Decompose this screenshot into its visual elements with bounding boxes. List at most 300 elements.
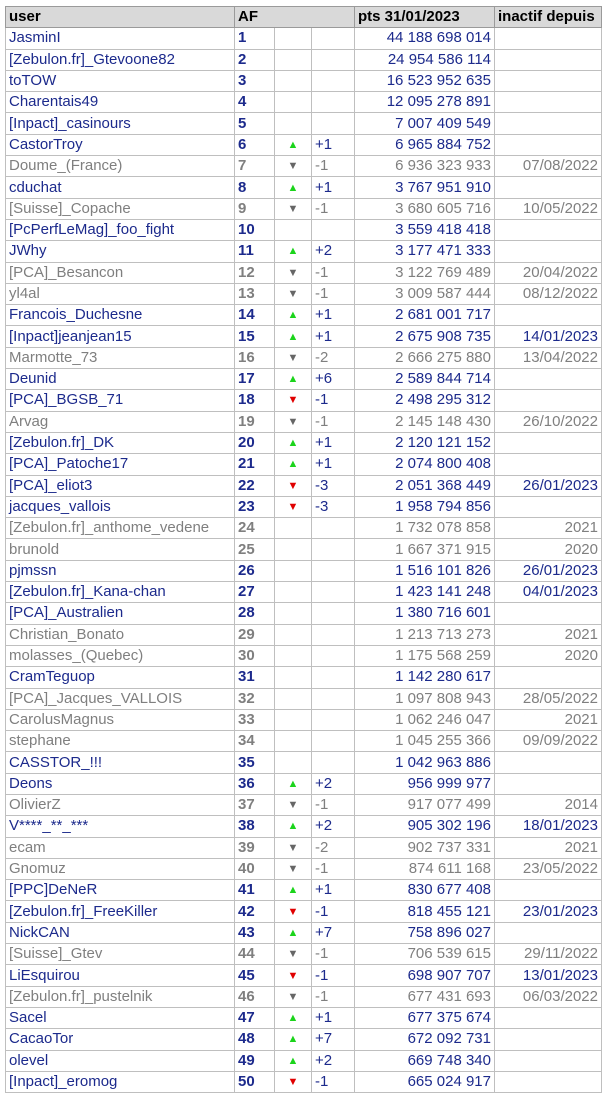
trend-cell [275,113,312,134]
down-arrow-icon: ▼ [287,351,299,364]
rank-delta-cell: +2 [312,773,355,794]
af-rank-cell: 25 [235,539,275,560]
user-cell: [PCA]_BGSB_71 [6,390,235,411]
table-row [6,198,602,219]
points-cell: 1 380 716 601 [355,603,495,624]
header-user: user [6,7,235,28]
inactive-since-cell [495,454,602,475]
af-rank-cell: 39 [235,837,275,858]
table-body [6,28,602,1093]
rank-delta-cell: +1 [312,454,355,475]
inactive-since-cell [495,1029,602,1050]
af-rank-cell: 28 [235,603,275,624]
rank-delta-cell: -1 [312,156,355,177]
rank-delta-cell: +7 [312,1029,355,1050]
points-cell: 16 523 952 635 [355,70,495,91]
up-arrow-icon: ▲ [287,1054,299,1067]
down-arrow-icon: ▼ [287,202,299,215]
af-rank-cell: 15 [235,326,275,347]
table-row [6,986,602,1007]
rank-delta-cell [312,28,355,49]
inactive-since-cell: 13/04/2022 [495,347,602,368]
af-rank-cell: 42 [235,901,275,922]
user-cell: jacques_vallois [6,496,235,517]
trend-cell [275,1029,312,1050]
trend-cell [275,496,312,517]
user-cell: Sacel [6,1007,235,1028]
af-rank-cell: 41 [235,880,275,901]
up-arrow-icon: ▲ [287,1033,299,1046]
table-row [6,773,602,794]
inactive-since-cell [495,1050,602,1071]
trend-cell [275,603,312,624]
trend-cell [275,326,312,347]
table-row [6,901,602,922]
user-cell: [Inpact]_eromog [6,1071,235,1092]
inactive-since-cell: 13/01/2023 [495,965,602,986]
table-row [6,645,602,666]
table-row [6,241,602,262]
inactive-since-cell: 26/01/2023 [495,560,602,581]
table-row [6,816,602,837]
inactive-since-cell: 29/11/2022 [495,944,602,965]
trend-cell [275,773,312,794]
header-af: AF [235,7,355,28]
af-rank-cell: 47 [235,1007,275,1028]
trend-cell [275,390,312,411]
trend-cell [275,688,312,709]
table-row [6,283,602,304]
up-arrow-icon: ▲ [287,330,299,343]
user-cell: JasminI [6,28,235,49]
table-row [6,347,602,368]
af-rank-cell: 40 [235,858,275,879]
table-row [6,475,602,496]
table-row [6,28,602,49]
trend-cell [275,411,312,432]
af-rank-cell: 5 [235,113,275,134]
table-row [6,1071,602,1092]
user-cell: toTOW [6,70,235,91]
points-cell: 1 142 280 617 [355,667,495,688]
af-rank-cell: 7 [235,156,275,177]
points-cell: 677 375 674 [355,1007,495,1028]
table-row [6,752,602,773]
user-cell: [PCA]_Patoche17 [6,454,235,475]
table-row [6,603,602,624]
inactive-since-cell [495,241,602,262]
points-cell: 1 042 963 886 [355,752,495,773]
trend-cell [275,922,312,943]
user-cell: Marmotte_73 [6,347,235,368]
user-cell: NickCAN [6,922,235,943]
header-inactif: inactif depuis [495,7,602,28]
af-rank-cell: 3 [235,70,275,91]
points-cell: 1 045 255 366 [355,731,495,752]
rank-delta-cell: +1 [312,326,355,347]
down-arrow-icon: ▼ [287,905,299,918]
table-row [6,688,602,709]
af-rank-cell: 29 [235,624,275,645]
user-cell: [Suisse]_Copache [6,198,235,219]
table-row [6,177,602,198]
inactive-since-cell [495,177,602,198]
rank-delta-cell [312,645,355,666]
inactive-since-cell [495,752,602,773]
trend-cell [275,645,312,666]
user-cell: [Zebulon.fr]_pustelnik [6,986,235,1007]
up-arrow-icon: ▲ [287,138,299,151]
trend-cell [275,432,312,453]
trend-cell [275,624,312,645]
points-cell: 44 188 698 014 [355,28,495,49]
user-cell: [PCA]_eliot3 [6,475,235,496]
rank-delta-cell: +1 [312,177,355,198]
table-row [6,731,602,752]
rank-delta-cell: -1 [312,390,355,411]
inactive-since-cell: 20/04/2022 [495,262,602,283]
points-cell: 3 122 769 489 [355,262,495,283]
points-cell: 3 767 951 910 [355,177,495,198]
trend-cell [275,837,312,858]
rank-delta-cell [312,113,355,134]
points-cell: 672 092 731 [355,1029,495,1050]
trend-cell [275,198,312,219]
trend-cell [275,1050,312,1071]
rank-delta-cell: +2 [312,1050,355,1071]
points-cell: 2 145 148 430 [355,411,495,432]
header-row [6,7,602,28]
rank-delta-cell: -1 [312,794,355,815]
rank-delta-cell [312,582,355,603]
user-cell: OlivierZ [6,794,235,815]
user-cell: molasses_(Quebec) [6,645,235,666]
up-arrow-icon: ▲ [287,820,299,833]
inactive-since-cell [495,369,602,390]
rank-delta-cell: +1 [312,432,355,453]
up-arrow-icon: ▲ [287,245,299,258]
af-rank-cell: 14 [235,305,275,326]
af-rank-cell: 13 [235,283,275,304]
points-cell: 2 498 295 312 [355,390,495,411]
user-cell: cduchat [6,177,235,198]
down-arrow-icon: ▼ [287,479,299,492]
down-arrow-icon: ▼ [287,990,299,1003]
rank-delta-cell: +1 [312,880,355,901]
inactive-since-cell: 26/01/2023 [495,475,602,496]
inactive-since-cell: 14/01/2023 [495,326,602,347]
table-row [6,965,602,986]
table-row [6,454,602,475]
table-row [6,134,602,155]
user-cell: CASSTOR_!!! [6,752,235,773]
table-row [6,922,602,943]
table-row [6,305,602,326]
user-cell: Christian_Bonato [6,624,235,645]
table-row [6,858,602,879]
rank-delta-cell: +1 [312,1007,355,1028]
table-row [6,944,602,965]
trend-cell [275,219,312,240]
trend-cell [275,518,312,539]
trend-cell [275,262,312,283]
trend-cell [275,70,312,91]
down-arrow-icon: ▼ [287,969,299,982]
user-cell: ecam [6,837,235,858]
af-rank-cell: 33 [235,709,275,730]
points-cell: 874 611 168 [355,858,495,879]
table-row [6,1029,602,1050]
user-cell: CramTeguop [6,667,235,688]
points-cell: 669 748 340 [355,1050,495,1071]
inactive-since-cell: 23/01/2023 [495,901,602,922]
trend-cell [275,582,312,603]
trend-cell [275,1007,312,1028]
trend-cell [275,369,312,390]
table-row [6,582,602,603]
af-rank-cell: 23 [235,496,275,517]
af-rank-cell: 38 [235,816,275,837]
points-cell: 3 680 605 716 [355,198,495,219]
inactive-since-cell: 18/01/2023 [495,816,602,837]
user-cell: [Zebulon.fr]_Gtevoone82 [6,49,235,70]
af-rank-cell: 27 [235,582,275,603]
af-rank-cell: 18 [235,390,275,411]
user-cell: V****_**_*** [6,816,235,837]
user-cell: Francois_Duchesne [6,305,235,326]
down-arrow-icon: ▼ [287,500,299,513]
inactive-since-cell [495,219,602,240]
inactive-since-cell [495,28,602,49]
trend-cell [275,92,312,113]
points-cell: 830 677 408 [355,880,495,901]
table-row [6,518,602,539]
inactive-since-cell: 2020 [495,645,602,666]
trend-cell [275,731,312,752]
table-row [6,432,602,453]
up-arrow-icon: ▲ [287,884,299,897]
rank-delta-cell [312,752,355,773]
trend-cell [275,667,312,688]
inactive-since-cell [495,432,602,453]
inactive-since-cell [495,49,602,70]
points-cell: 2 120 121 152 [355,432,495,453]
user-cell: brunold [6,539,235,560]
table-row [6,369,602,390]
points-cell: 2 589 844 714 [355,369,495,390]
up-arrow-icon: ▲ [287,437,299,450]
table-row [6,560,602,581]
table-row [6,262,602,283]
rank-delta-cell [312,624,355,645]
table-row [6,837,602,858]
user-cell: Deunid [6,369,235,390]
rank-delta-cell: -1 [312,262,355,283]
table-row [6,219,602,240]
inactive-since-cell: 23/05/2022 [495,858,602,879]
up-arrow-icon: ▲ [287,777,299,790]
points-cell: 677 431 693 [355,986,495,1007]
rank-delta-cell [312,688,355,709]
af-rank-cell: 9 [235,198,275,219]
down-arrow-icon: ▼ [287,841,299,854]
af-rank-cell: 26 [235,560,275,581]
rank-delta-cell: -1 [312,1071,355,1092]
table-row [6,624,602,645]
user-cell: JWhy [6,241,235,262]
inactive-since-cell: 2021 [495,837,602,858]
user-cell: pjmssn [6,560,235,581]
table-row [6,880,602,901]
table-row [6,794,602,815]
rank-delta-cell: -3 [312,496,355,517]
table-row [6,156,602,177]
inactive-since-cell: 10/05/2022 [495,198,602,219]
inactive-since-cell: 2021 [495,518,602,539]
af-rank-cell: 34 [235,731,275,752]
user-cell: CarolusMagnus [6,709,235,730]
af-rank-cell: 49 [235,1050,275,1071]
down-arrow-icon: ▼ [287,160,299,173]
af-rank-cell: 37 [235,794,275,815]
points-cell: 1 097 808 943 [355,688,495,709]
trend-cell [275,283,312,304]
up-arrow-icon: ▲ [287,309,299,322]
inactive-since-cell [495,667,602,688]
table-row [6,92,602,113]
points-cell: 3 177 471 333 [355,241,495,262]
inactive-since-cell [495,603,602,624]
points-cell: 2 074 800 408 [355,454,495,475]
down-arrow-icon: ▼ [287,799,299,812]
trend-cell [275,241,312,262]
user-cell: [PCA]_Jacques_VALLOIS [6,688,235,709]
inactive-since-cell: 2014 [495,794,602,815]
ranking-table-container [5,6,602,1093]
up-arrow-icon: ▲ [287,926,299,939]
trend-cell [275,177,312,198]
points-cell: 1 667 371 915 [355,539,495,560]
inactive-since-cell: 09/09/2022 [495,731,602,752]
points-cell: 917 077 499 [355,794,495,815]
user-cell: [Zebulon.fr]_DK [6,432,235,453]
points-cell: 706 539 615 [355,944,495,965]
user-cell: [PPC]DeNeR [6,880,235,901]
points-cell: 1 175 568 259 [355,645,495,666]
af-rank-cell: 17 [235,369,275,390]
user-cell: Charentais49 [6,92,235,113]
trend-cell [275,880,312,901]
rank-delta-cell: -1 [312,986,355,1007]
user-cell: Arvag [6,411,235,432]
table-row [6,539,602,560]
table-row [6,113,602,134]
points-cell: 1 423 141 248 [355,582,495,603]
table-row [6,70,602,91]
points-cell: 1 213 713 273 [355,624,495,645]
points-cell: 6 936 323 933 [355,156,495,177]
af-rank-cell: 8 [235,177,275,198]
af-rank-cell: 32 [235,688,275,709]
rank-delta-cell: -2 [312,837,355,858]
rank-delta-cell [312,92,355,113]
af-rank-cell: 36 [235,773,275,794]
rank-delta-cell: +6 [312,369,355,390]
inactive-since-cell [495,880,602,901]
af-rank-cell: 45 [235,965,275,986]
rank-delta-cell: +1 [312,134,355,155]
points-cell: 3 009 587 444 [355,283,495,304]
rank-delta-cell: +2 [312,816,355,837]
points-cell: 818 455 121 [355,901,495,922]
inactive-since-cell: 2021 [495,709,602,730]
rank-delta-cell: +1 [312,305,355,326]
user-cell: yl4al [6,283,235,304]
rank-delta-cell [312,518,355,539]
rank-delta-cell: -1 [312,944,355,965]
user-cell: [Inpact]_casinours [6,113,235,134]
table-row [6,390,602,411]
af-rank-cell: 12 [235,262,275,283]
trend-cell [275,901,312,922]
user-cell: stephane [6,731,235,752]
points-cell: 2 051 368 449 [355,475,495,496]
af-rank-cell: 50 [235,1071,275,1092]
inactive-since-cell [495,305,602,326]
af-rank-cell: 10 [235,219,275,240]
rank-delta-cell [312,70,355,91]
af-rank-cell: 20 [235,432,275,453]
trend-cell [275,1071,312,1092]
rank-delta-cell [312,539,355,560]
user-cell: CastorTroy [6,134,235,155]
trend-cell [275,944,312,965]
up-arrow-icon: ▲ [287,373,299,386]
af-rank-cell: 6 [235,134,275,155]
table-row [6,326,602,347]
points-cell: 905 302 196 [355,816,495,837]
trend-cell [275,156,312,177]
rank-delta-cell: -1 [312,901,355,922]
user-cell: LiEsquirou [6,965,235,986]
rank-delta-cell [312,219,355,240]
points-cell: 6 965 884 752 [355,134,495,155]
ranking-table [5,6,602,1093]
table-row [6,667,602,688]
rank-delta-cell [312,709,355,730]
rank-delta-cell [312,667,355,688]
inactive-since-cell [495,70,602,91]
trend-cell [275,794,312,815]
inactive-since-cell: 28/05/2022 [495,688,602,709]
table-row [6,496,602,517]
trend-cell [275,347,312,368]
header-pts: pts 31/01/2023 [355,7,495,28]
af-rank-cell: 24 [235,518,275,539]
af-rank-cell: 44 [235,944,275,965]
rank-delta-cell [312,560,355,581]
af-rank-cell: 21 [235,454,275,475]
rank-delta-cell: -1 [312,965,355,986]
inactive-since-cell [495,773,602,794]
down-arrow-icon: ▼ [287,394,299,407]
points-cell: 2 681 001 717 [355,305,495,326]
points-cell: 12 095 278 891 [355,92,495,113]
user-cell: [Zebulon.fr]_FreeKiller [6,901,235,922]
af-rank-cell: 31 [235,667,275,688]
user-cell: Doume_(France) [6,156,235,177]
table-row [6,411,602,432]
